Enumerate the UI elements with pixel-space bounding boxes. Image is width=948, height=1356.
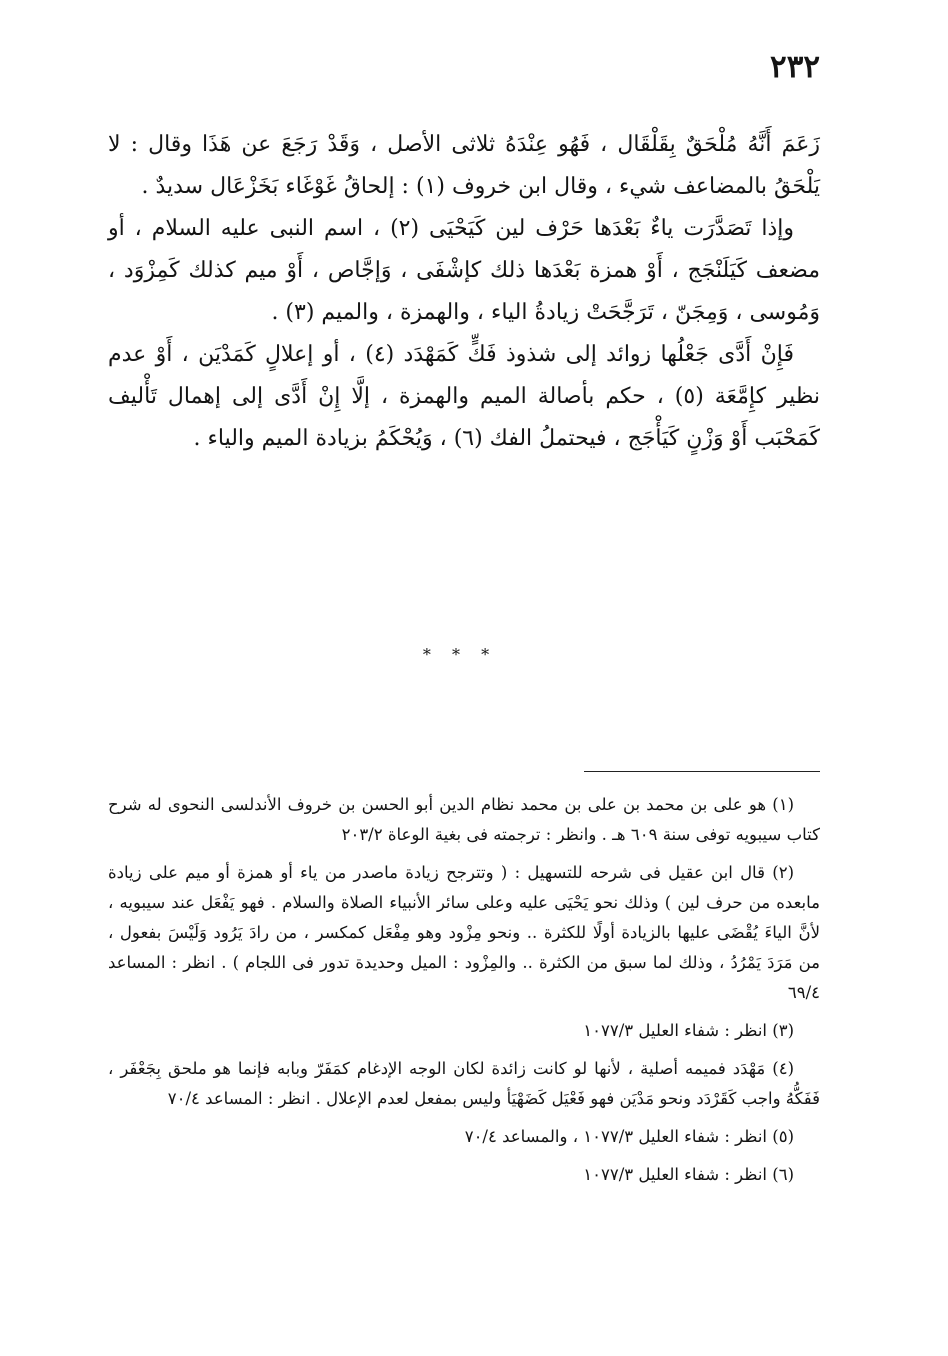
footnote-3: (٣) انظر : شفاء العليل ١٠٧٧/٣ bbox=[583, 1021, 794, 1040]
paragraph-2: وإذا تَصَدَّرَت ياءٌ بَعْدَها حَرْف لين كَيَحْيَى (٢) ، اسم النبى عليه السلام ، أو مضعف كَيَلَنْجَج ، أَوْ همزة بَعْدَها ذلك كإشْفَى ، وَإجَّاص ، أَوْ ميم كذلك كَمِزْوَد ، وَمُوسى ، وَمِجَنّ ، تَرَجَّحَتْ زيادةُ الياء ، والهمزة ، والميم (٣) . bbox=[108, 216, 820, 325]
footnote-5: (٥) انظر : شفاء العليل ١٠٧٧/٣ ، والمساعد ٧٠/٤ bbox=[464, 1127, 794, 1146]
main-text-body bbox=[108, 124, 820, 460]
footnote-divider bbox=[584, 771, 820, 772]
footnote-2: (٢) قال ابن عقيل فى شرحه للتسهيل : ( وتترجح زيادة ماصدر من ياء أو همزة أو ميم على زيادة مابعده من حرف لين ) وذلك نحو يَحْيَى عليه وعلى سائر الأنبياء الصلاة والسلام . فهو يَفْعَل عند سيبويه ، لأنَّ الياءَ يُقْضَى عليها بالزيادة أولًا للكثرة .. ونحو مِزْود وهو مِفْعَل كمكسر ، من رادَ يَرُود وَلَيْسَ بفعول ، من مَرَدَ يَمْرُدُ ، وذلك لما سبق من الكثرة .. والمِزْود : الميل وحديدة تدور فى اللجام ) . انظر : المساعد ٦٩/٤ bbox=[108, 863, 820, 1002]
page-number: ٢٣٢ bbox=[770, 49, 820, 85]
footnote-6: (٦) انظر : شفاء العليل ١٠٧٧/٣ bbox=[583, 1165, 794, 1184]
paragraph-3: فَإِنْ أَدَّى جَعْلُها زوائد إلى شذوذ فَكٍّ كَمَهْدَد (٤) ، أو إعلالٍ كَمَدْيَن ، أَوْ عدم نظير كإِمَّعَة (٥) ، حكم بأصالة الميم والهمزة ، إلَّا إِنْ أَدَّى إلى إهمال تَأْليف كَمَحْبَب أَوْ وَزْنٍ كَيَأْجَج ، فيحتملُ الفك (٦) ، وَيُحْكَمُ بزيادة الميم والياء . bbox=[108, 342, 820, 451]
section-separator: * * * bbox=[422, 645, 498, 664]
footnotes bbox=[108, 790, 820, 1198]
paragraph-1: زَعَمَ أَنَّهُ مُلْحَقٌ بِقَلْقَال ، فَهُو عِنْدَهُ ثلاثى الأصل ، وَقَدْ رَجَعَ عن هَذَا وقال : لا يَلْحَقُ بالمضاعف شيء ، وقال ابن خروف (١) : إلحاقُ غَوْغَاء بَخَزْعَال سديدٌ . bbox=[108, 132, 820, 199]
footnote-1: (١) هو على بن محمد بن على بن محمد نظام الدين أبو الحسن بن خروف الأندلسى النحوى له شرح كتاب سيبويه توفى سنة ٦٠٩ هـ . وانظر : ترجمته فى بغية الوعاة ٢٠٣/٢ bbox=[108, 795, 820, 844]
footnote-4: (٤) مَهْدَد فميمه أصلية ، لأنها لو كانت زائدة لكان الوجه الإدغام كمَفَرّ وبابه فإنما هو ملحق بِجَعْفَر ، فَفَكُّهُ واجب كَقَرْدَد ونحو مَدْيَن فهو فَعْيَل كَضَهْيَأ وليس بمفعل لعدم الإعلال . انظر : المساعد ٧٠/٤ bbox=[108, 1059, 820, 1108]
